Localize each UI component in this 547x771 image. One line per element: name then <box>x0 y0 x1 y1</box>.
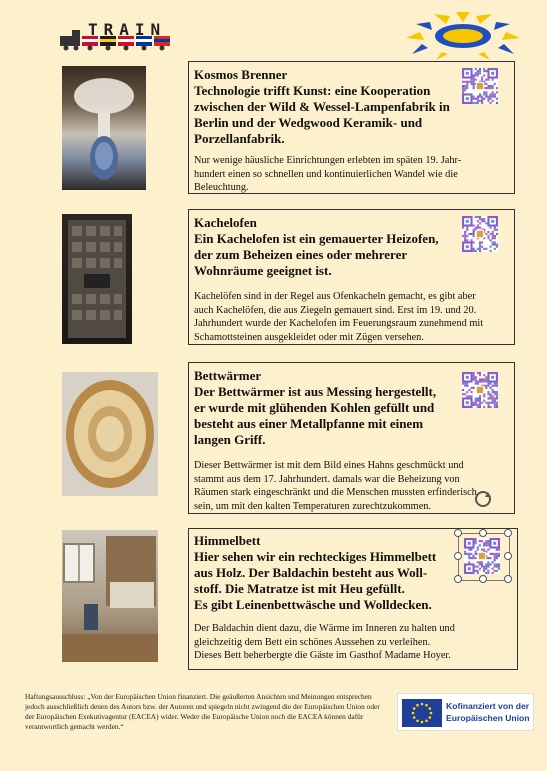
resize-handle[interactable] <box>504 529 512 537</box>
qr-code-icon[interactable] <box>462 372 498 408</box>
eu-cofunded-badge <box>397 693 534 731</box>
yellow-blue-sun-logo-icon <box>398 10 528 60</box>
tiled-stove-photo <box>62 214 132 344</box>
resize-handle[interactable] <box>479 575 487 583</box>
card-title: Bettwärmer <box>194 368 262 383</box>
eu-flag-icon <box>402 699 442 727</box>
card-body: Nur wenige häusliche Einrichtungen erlebten im späten 19. Jahr- hundert einen so schnellen und kontinuierlichen Wandel wie die Beleuchtung. <box>194 155 462 193</box>
resize-handle[interactable] <box>504 575 512 583</box>
logo-text: TRAIN <box>88 20 167 39</box>
eu-label-line2: Europäischen Union <box>446 713 530 723</box>
card-kosmos-brenner <box>188 61 515 194</box>
card-body: Der Baldachin dient dazu, die Wärme im Inneren zu halten und gleichzeitig dem Bett ein schönes Aussehen zu verleihen. Dieses Bett beherbergte die Gäste im Gasthof Madame Hoyer. <box>194 623 455 661</box>
resize-handle[interactable] <box>479 529 487 537</box>
resize-handle[interactable] <box>504 552 512 560</box>
card-title: Kachelofen <box>194 215 257 230</box>
card-lead: Der Bettwärmer ist aus Messing hergestellt, er wurde mit glühenden Kohlen gefüllt und besteht aus einer Metallpfanne mit einem langen Griff. <box>194 384 437 447</box>
rotate-handle-icon[interactable] <box>473 489 493 509</box>
qr-code-icon[interactable] <box>462 68 498 104</box>
resize-handle[interactable] <box>454 575 462 583</box>
brass-bed-warmer-photo <box>62 372 158 496</box>
card-lead: Hier sehen wir ein rechteckiges Himmelbett aus Holz. Der Baldachin besteht aus Woll- stoff. Die Matratze ist mit Heu gefüllt. Es gibt Leinenbettwäsche und Wolldecken. <box>194 549 437 612</box>
card-lead: Ein Kachelofen ist ein gemauerter Heizofen, der zum Beheizen eines oder mehrerer Wohnräume geeignet ist. <box>194 231 439 278</box>
resize-handle[interactable] <box>454 529 462 537</box>
card-body: Kachelöfen sind in der Regel aus Ofenkacheln gemacht, es gibt aber auch Kachelöfen, die aus Ziegeln gemauert sind. Erst im 19. und 20. Jahrhundert wurde der Kachelofen im Feuerungsraum zunehmend mit Schamottsteinen ausgekleidet oder mit Zügen versehen. <box>194 291 484 343</box>
card-body: Dieser Bettwärmer ist mit dem Bild eines Hahns geschmückt und stammt aus dem 17. Jahrhundert. damals war die Beheizung von Räumen stark eingeschränkt und die Menschen mussten erfinderisch sein, um mit den kalten Temperaturen zurechtzukommen. <box>194 460 477 512</box>
card-bettwaermer <box>188 362 515 514</box>
selection-box[interactable] <box>458 533 510 581</box>
card-title: Kosmos Brenner <box>194 67 288 82</box>
card-kachelofen <box>188 209 515 345</box>
canopy-bed-room-photo <box>62 530 158 662</box>
card-title: Himmelbett <box>194 533 261 548</box>
disclaimer-text: Haftungsausschluss: „Von der Europäischen Union finanziert. Die geäußerten Ansichten und Meinungen entsprechen jedoch ausschließlich denen des Autors bzw. der Autoren und spiegeln nicht zwingend die der Europäischen Union oder der Europäischen Exekutivagentur (EACEA) wider. Weder die Europäische Union noch die EACEA können dafür verantwortlich gemacht werden.“ <box>25 692 380 731</box>
card-lead: Technologie trifft Kunst: eine Kooperation zwischen der Wild & Wessel-Lampenfabrik in Berlin und der Wedgwood Keramik- und Porzellanfabrik. <box>194 83 450 146</box>
resize-handle[interactable] <box>454 552 462 560</box>
eu-label-line1: Kofinanziert von der <box>446 701 530 711</box>
oil-lamp-photo <box>62 66 146 190</box>
qr-code-icon[interactable] <box>462 216 498 252</box>
